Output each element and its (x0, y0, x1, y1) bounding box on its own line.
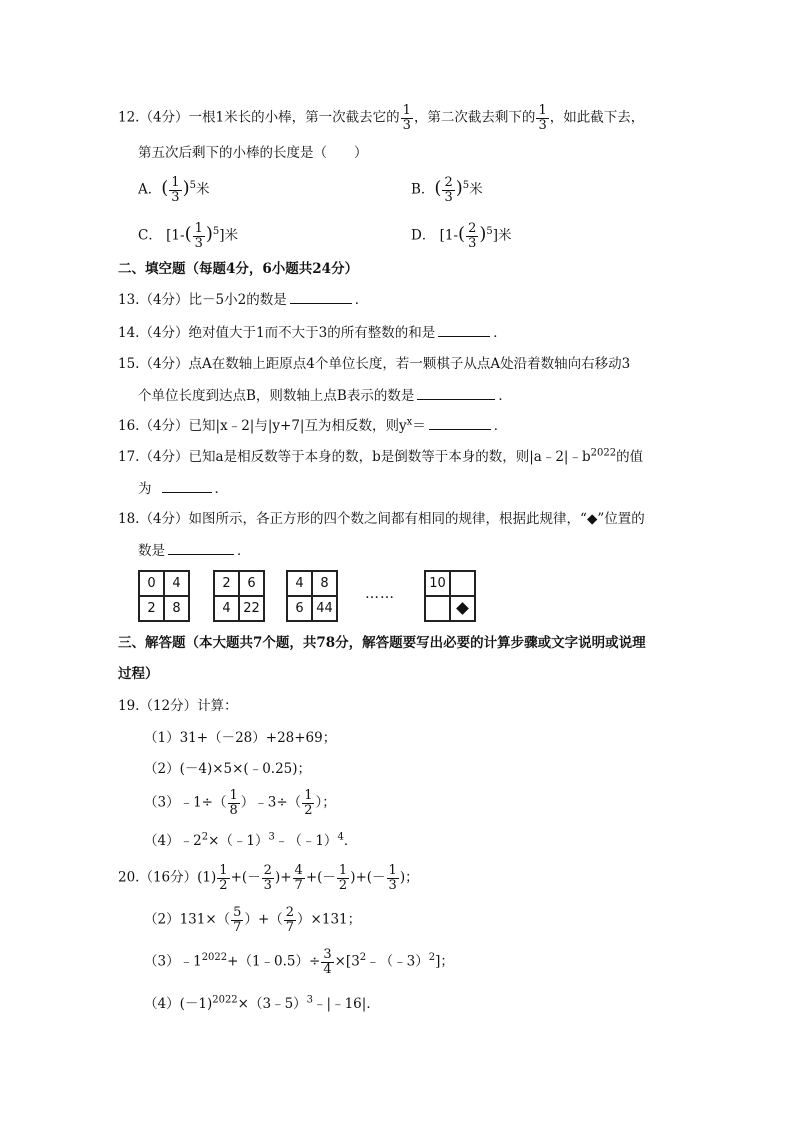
q12-option-c: C． [1-( $\frac{1}{3}$ )$^5$]米 (138, 221, 239, 251)
q12-line2: 第五次后剩下的小棒的长度是（ ） (138, 145, 368, 161)
section-heading-fill-in: 二、填空题（每题4分，6小题共24分） (118, 261, 359, 277)
answer-blank[interactable] (429, 415, 491, 430)
q19-part1: （1）31+（－28）+28+69； (144, 730, 337, 746)
q18-line2: 数是 ． (138, 540, 251, 561)
q20-part3: $(3)﹣1^{2022}+(1﹣0.5)\div$ $\frac{3}{4}$ $\times[3^2﹣(﹣3)^2]$； (144, 947, 454, 977)
q19-part4: $(4)﹣2^2\times(﹣1)^3﹣(﹣1)^4$． (144, 831, 358, 849)
answer-blank[interactable] (168, 540, 234, 555)
answer-blank[interactable] (290, 289, 352, 304)
q19-part3: （3）﹣1÷（ $\frac{1}{8}$ ）﹣3÷（ $\frac{1}{2}$ ）； (144, 788, 336, 818)
answer-blank[interactable] (417, 385, 495, 400)
q15-line1: 15.（4分）点A在数轴上距原点4个单位长度，若一颗棋子从点A处沿着数轴向右移动3 (118, 356, 631, 372)
answer-blank[interactable] (438, 322, 490, 337)
ellipsis: …… (365, 586, 395, 602)
q12-option-d: D． [1-( $\frac{2}{3}$ )$^5$]米 (411, 221, 512, 251)
number-square-3: 4 8 6 44 (286, 570, 338, 622)
number-square-last: 10 (424, 570, 476, 622)
section-heading-solve-line2: 过程） (118, 666, 159, 682)
number-square-2: 2 6 4 22 (213, 570, 265, 622)
number-square-1: 0 4 2 8 (138, 570, 190, 622)
diamond-icon (456, 602, 469, 615)
q16: 16.（4分）已知|x﹣2|与|y+7|互为相反数，则$y^x=$ ． (118, 416, 508, 434)
q14: 14.（4分）绝对值大于1而不大于3的所有整数的和是 ． (118, 322, 507, 343)
q12-option-a: A．( $\frac{1}{3}$ )$^5$米 (138, 175, 210, 205)
q20-part4: $(4)(-1)^{2022}\times(3﹣5)^3﹣|﹣16|$． (144, 994, 380, 1012)
section-heading-solve-line1: 三、解答题（本大题共7个题，共78分，解答题要写出必要的计算步骤或文字说明或说理 (118, 635, 646, 651)
q17-line2: 为 ． (138, 478, 228, 499)
q19-head: 19.（12分）计算： (118, 698, 238, 714)
q15-line2: 个单位长度到达点B，则数轴上点B表示的数是 ． (138, 385, 512, 406)
fraction: $\frac{1}{3}$ (538, 103, 547, 133)
q17-line1: 17.（4分）已知a是相反数等于本身的数，b是倒数等于本身的数，则$|a﹣2|﹣b^{2022}$的值 (118, 447, 644, 465)
q13: 13.（4分）比－5小2的数是 ． (118, 289, 368, 310)
q20-part1: 20.（16分）(1) $\frac{1}{2}$ +(－ $\frac{2}{3}$ )+ $\frac{4}{7}$ +(－ $\frac{1}{2}$ )+(－ $\frac{1}{3}$ )； (118, 863, 419, 893)
q18-line1: 18.（4分）如图所示，各正方形的四个数之间都有相同的规律，根据此规律，“◆”位置的 (118, 511, 645, 527)
q12-option-b: B．( $\frac{2}{3}$ )$^5$米 (411, 175, 483, 205)
q12-line1: 12.（4分）一根1米长的小棒，第一次截去它的 $\frac{1}{3}$ ，第二次截去剩下的 $\frac{1}{3}$ ，如此截下去， (118, 103, 645, 133)
answer-blank[interactable] (162, 478, 212, 493)
fraction: $\frac{1}{3}$ (402, 103, 411, 133)
q19-part2: （2）(－4)×5×(﹣0.25)； (144, 761, 312, 777)
q20-part2: （2）131×（ $\frac{5}{7}$ ）+（ $\frac{2}{7}$ ）×131； (144, 905, 362, 935)
